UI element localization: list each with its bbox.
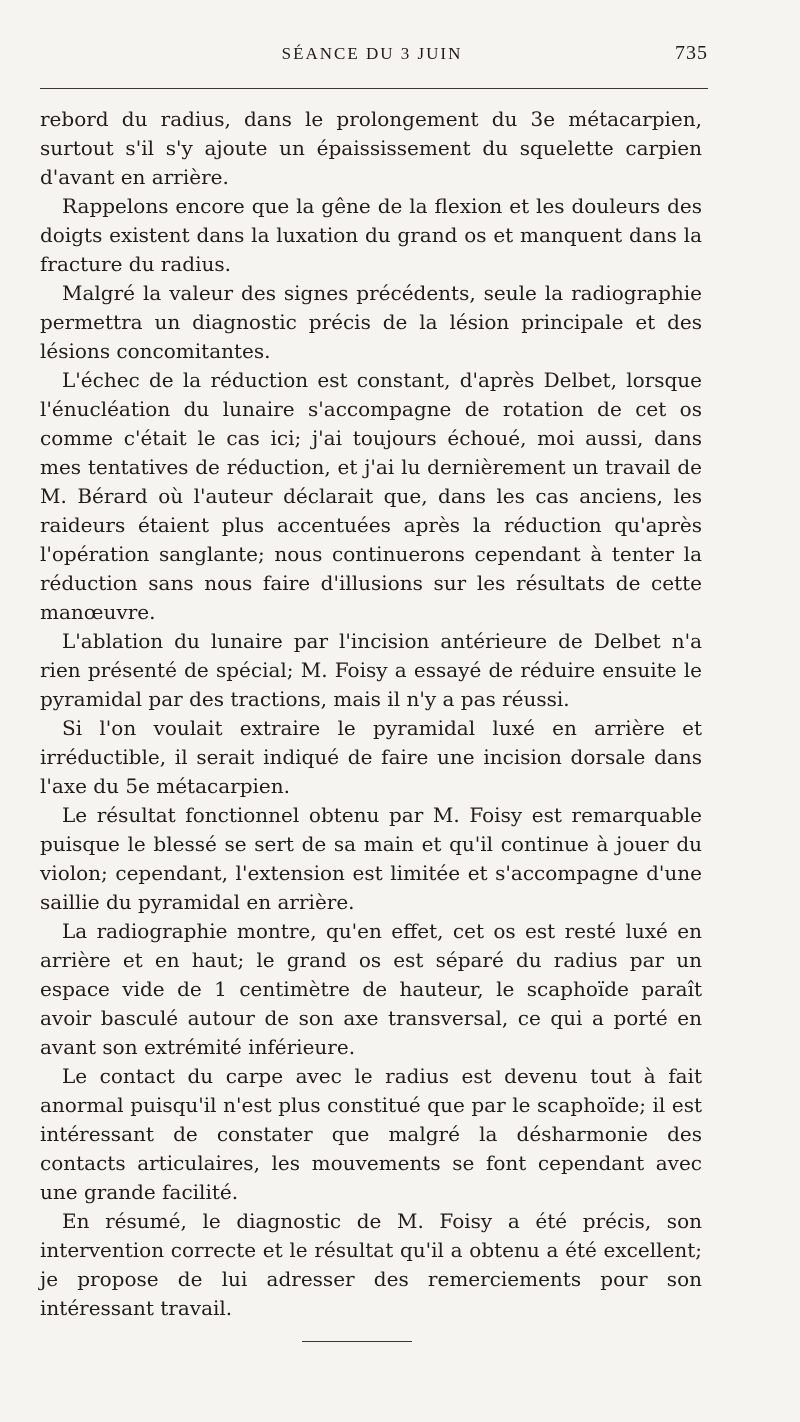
header-rule: [40, 88, 708, 89]
body-text: [40, 105, 702, 1323]
paragraph-3: Malgré la valeur des signes précédents, seule la radiographie permettra un diagnostic précis de la lésion principale et des lésions concomitantes.: [40, 281, 702, 363]
paragraph-8: La radiographie montre, qu'en effet, cet os est resté luxé en arrière et en haut; le grand os est séparé du radius par un espace vide de 1 centimètre de hauteur, le scaphoïde paraît avoir basculé autour de son axe transversal, ce qui a porté en avant son extrémité inférieure.: [40, 919, 702, 1059]
paragraph-10: En résumé, le diagnostic de M. Foisy a été précis, son intervention correcte et le résultat qu'il a obtenu a été excellent; je propose de lui adresser des remerciements pour son intéressant travail.: [40, 1209, 702, 1320]
page-number: 735: [675, 42, 708, 64]
paragraph-5: L'ablation du lunaire par l'incision antérieure de Delbet n'a rien présenté de spécial; M. Foisy a essayé de réduire ensuite le pyramidal par des tractions, mais il n'y a pas réussi.: [40, 629, 702, 711]
paragraph-1: rebord du radius, dans le prolongement du 3e métacarpien, surtout s'il s'y ajoute un épaississement du squelette carpien d'avant en arrière.: [40, 107, 702, 189]
paragraph-9: Le contact du carpe avec le radius est devenu tout à fait anormal puisqu'il n'est plus constitué que par le scaphoïde; il est intéressant de constater que malgré la désharmonie des contacts articulaires, les mouvements se font cependant avec une grande facilité.: [40, 1064, 702, 1204]
paragraph-2: Rappelons encore que la gêne de la flexion et les douleurs des doigts existent dans la luxation du grand os et manquent dans la fracture du radius.: [40, 194, 702, 276]
running-title: SÉANCE DU 3 JUIN: [281, 44, 463, 63]
paragraph-4: L'échec de la réduction est constant, d'après Delbet, lorsque l'énucléation du lunaire s'accompagne de rotation de cet os comme c'était le cas ici; j'ai toujours échoué, moi aussi, dans mes tentatives de réduction, et j'ai lu dernièrement un travail de M. Bérard où l'auteur déclarait que, dans les cas anciens, les raideurs étaient plus accentuées après la réduction qu'après l'opération sanglante; nous continuerons cependant à tenter la réduction sans nous faire d'illusions sur les résultats de cette manœuvre.: [40, 368, 702, 624]
running-header: [40, 40, 708, 80]
end-rule: [302, 1341, 412, 1342]
paragraph-7: Le résultat fonctionnel obtenu par M. Foisy est remarquable puisque le blessé se sert de sa main et qu'il continue à jouer du violon; cependant, l'extension est limitée et s'accompagne d'une saillie du pyramidal en arrière.: [40, 803, 702, 914]
paragraph-6: Si l'on voulait extraire le pyramidal luxé en arrière et irréductible, il serait indiqué de faire une incision dorsale dans l'axe du 5e métacarpien.: [40, 716, 702, 798]
